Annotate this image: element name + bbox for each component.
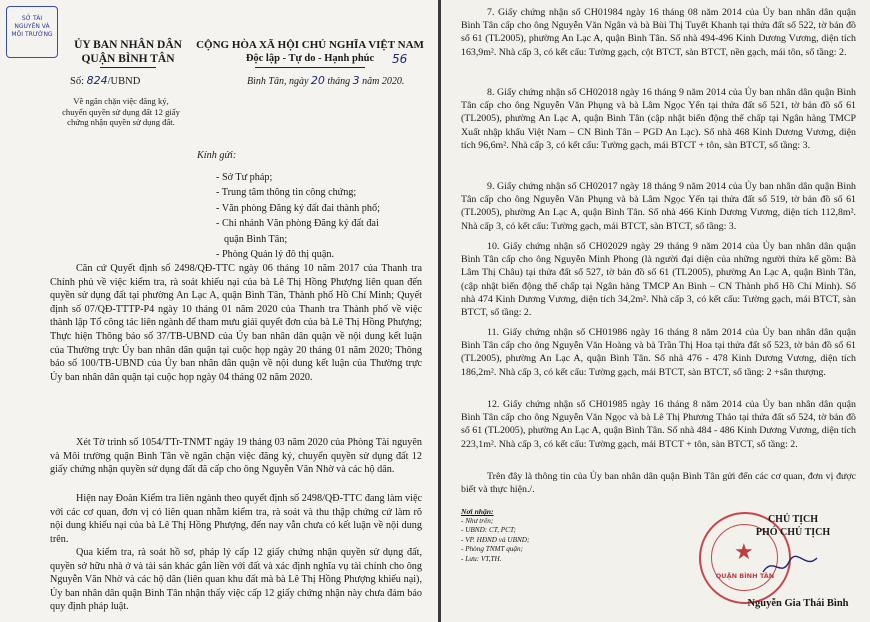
recipient-item: - Văn phòng Đăng ký đất đai thành phố;: [216, 202, 380, 214]
recipient-item: - Phòng Quản lý đô thị quận.: [216, 248, 334, 260]
national-motto: Độc lập - Tự do - Hạnh phúc: [245, 53, 375, 64]
paragraph-submission: Xét Tờ trình số 1054/TTr-TNMT ngày 19 tháng 03 năm 2020 của Phòng Tài nguyên và Môi trường quận Bình Tân về ngăn chặn việc đăng ký, chuyển quyền sử dụng đất 12 giấy chứng nhận quyền sử dụng đất đã cấp cho ông Nguyễn Văn Nhờ và các hộ dân.: [50, 437, 422, 476]
footer-recipient: - Phòng TNMT quận;: [461, 545, 523, 554]
signer-name: Nguyễn Gia Thái Bình: [747, 598, 849, 609]
recipient-item: - Trung tâm thông tin công chứng;: [216, 187, 357, 199]
certificate-item-10: 10. Giấy chứng nhận số CH02029 ngày 29 tháng 9 năm 2014 của Ủy ban nhân dân quận Bình Tân cấp cho ông Nguyễn Minh Phong (là người đại diện của những người thừa kế gồm: Bà Lâm Thị Châu) tại thửa đất số 527, tờ bản đồ số 61 (TL2005), phường An Lạc A, quận Bình Tân, (cập nhật biến động thế chấp tại Ngân hàng TMCP An Bình – CN Thành phố Hồ Chí Minh). Số nhà 474 Kinh Dương Vương, diện tích 34,2m². Nhà cấp 3, có kết cấu: Tường gạch, mái BTCT, sàn BTCT, số tầng: 2.: [461, 241, 856, 319]
seal-star-icon: ★: [734, 540, 754, 565]
agency-line-2: QUẬN BÌNH TÂN: [81, 53, 175, 65]
signature-icon: [759, 552, 829, 580]
recipients-footer: [461, 507, 631, 565]
date-place: Bình Tân, ngày: [247, 76, 309, 87]
doc-no-suffix: /UBND: [107, 76, 141, 87]
agency-line-1: ỦY BAN NHÂN DÂN: [74, 39, 182, 51]
subject-line-3: chứng nhận quyền sử dụng đất.: [67, 117, 175, 127]
paragraph-inspection-status: Hiện nay Đoàn Kiểm tra liên ngành theo quyết định số 2498/QĐ-TTC đang làm việc với các cơ quan, đơn vị có liên quan nhằm kiểm tra, rà soát và thu thập chứng cứ làm rõ nội dung khiếu nại của bà Lê Thị Hồng Phượng, đến nay vẫn chưa có kết luận về nội dung trên.: [50, 493, 422, 545]
agency-name: [48, 38, 208, 66]
republic-title: CỘNG HÒA XÃ HỘI CHỦ NGHĨA VIỆT NAM: [196, 39, 424, 51]
stamp-handwritten-number: 56: [392, 52, 408, 66]
certificate-item-11: 11. Giấy chứng nhận số CH01986 ngày 16 tháng 8 năm 2014 của Ủy ban nhân dân quận Bình Tân cấp cho ông Nguyễn Văn Hoàng và bà Trần Thị Hoa tại thửa đất số 523, tờ bản đồ số 61 (TL2005), phường An Lạc A, quận Bình Tân. Số nhà 476 - 478 Kinh Dương Vương, diện tích 186,2m². Nhà cấp 3, có kết cấu: Tường gạch, mái BTCT, sàn BTCT, số tầng: 2 +sân thượng.: [461, 327, 856, 378]
signature-block: [723, 514, 863, 539]
recipient-item: - Sở Tư pháp;: [216, 172, 273, 183]
certificate-item-8: 8. Giấy chứng nhận số CH02018 ngày 16 tháng 9 năm 2014 của Ủy ban nhân dân quận Bình Tân cấp cho ông Nguyễn Văn Phụng và bà Lâm Ngọc Yến tại thửa đất số 521, tờ bản đồ số 61 (TL2005), phường An Lạc A, quận Bình Tân (cập nhật biến động thế chấp tại Ngân hàng TMCP Xuất nhập khẩu Việt Nam – CN Bình Tân – PGD An Lạc). Số nhà 468 Kinh Dương Vương, diện tích 96,6m². Nhà cấp 3, có kết cấu: Tường gạch, mái BTCT + tôn, sàn BTCT, số tầng: 3.: [461, 87, 856, 151]
agency-rule: [100, 67, 156, 68]
recipient-item: quận Bình Tân;: [224, 233, 288, 245]
seal-text: QUẬN BÌNH TÂN: [715, 572, 775, 580]
paragraph-review-result: Qua kiểm tra, rà soát hồ sơ, pháp lý cấp 12 giấy chứng nhận quyền sử dụng đất, quyền sở hữu nhà ở và tài sản khác gắn liền với đất và xác định nghĩa vụ tài chính cho ông Nguyễn Văn Nhờ và các hộ dân (liên quan khu đất mà bà Lê Thị Hồng Phượng khiếu nại), Ủy ban nhân dân quận Bình Tân nhận thấy việc cấp 12 giấy chứng nhận này chưa đảm bảo quy định pháp luật.: [50, 547, 422, 613]
date-month-label: tháng: [327, 76, 351, 87]
kinh-gui-label: Kính gửi:: [197, 150, 237, 161]
subject-block: [46, 96, 196, 128]
doc-no-handwritten: 824: [86, 74, 108, 87]
date-day: 20: [310, 74, 325, 87]
certificate-item-7: 7. Giấy chứng nhận số CH01984 ngày 16 tháng 08 năm 2014 của Ủy ban nhân dân quận Bình Tân cấp cho ông Nguyễn Văn Ngân và bà Bùi Thị Tuyết Khanh tại thửa đất số 522, tờ bản đồ số 61 (TL2005), phường An Lạc A, quận Bình Tân. Số nhà 494-496 Kinh Dương Vương, diện tích 163,9m². Nhà cấp 3, có kết cấu: Tường gạch, cột BTCT, sàn BTCT, nền gạch, mái tôn, số tầng: 2.: [461, 7, 856, 58]
noi-nhan-label: Nơi nhận:: [461, 507, 494, 516]
footer-recipient: - Như trên;: [461, 516, 494, 525]
certificate-item-12: 12. Giấy chứng nhận số CH01985 ngày 16 tháng 8 năm 2014 của Ủy ban nhân dân quận Bình Tân cấp cho ông Nguyễn Văn Ngọc và bà Lê Thị Phương Thảo tại thửa đất số 524, tờ bản đồ số 61 (TL2005), phường An Lạc A, quận Bình Tân. Số nhà 484 - 486 Kinh Dương Vương, diện tích 223,1m². Nhà cấp 3, có kết cấu: Tường gạch, mái BTCT + tôn, sàn BTCT, số tầng: 2.: [461, 399, 856, 450]
sign-title-chairman: CHỦ TỊCH: [767, 514, 819, 525]
recipient-item: - Chi nhánh Văn phòng Đăng ký đất đai: [216, 218, 379, 230]
closing-paragraph: Trên đây là thông tin của Ủy ban nhân dân quận Bình Tân gửi đến các cơ quan, đơn vị được biết và thực hiện./.: [461, 471, 856, 496]
subject-line-2: chuyển quyền sử dụng đất 12 giấy: [62, 106, 180, 117]
doc-no-prefix: Số:: [70, 76, 85, 87]
sign-title-vice-chairman: PHÓ CHỦ TỊCH: [755, 526, 831, 538]
date-month: 3: [352, 74, 360, 87]
document-page-right: [441, 0, 870, 622]
certificate-item-9: 9. Giấy chứng nhận số CH02017 ngày 18 tháng 9 năm 2014 của Ủy ban nhân dân quận Bình Tân cấp cho ông Nguyễn Văn Phụng và bà Lâm Ngọc Yến tại thửa đất số 519, tờ bản đồ số 61 (TL2005), phường An Lạc A, quận Bình Tân. Số nhà 466 Kinh Dương Vương, diện tích 112,8m². Nhà cấp 3, có kết cấu: Tường gạch, mái BTCT, sàn BTCT, số tầng: 3.: [461, 181, 856, 232]
received-stamp-text: SỞ TÀI NGUYÊN VÀ MÔI TRƯỜNG: [11, 15, 53, 38]
motto-rule: [255, 67, 365, 68]
footer-recipient: - Lưu: VT,TH.: [461, 554, 502, 563]
date-line: [247, 74, 404, 87]
date-year: năm 2020.: [362, 76, 405, 87]
footer-recipient: - UBND: CT, PCT;: [461, 526, 516, 535]
footer-recipient: - VP. HĐND và UBND;: [461, 535, 530, 544]
recipients-list: [216, 172, 434, 264]
subject-line-1: Về ngăn chặn việc đăng ký,: [73, 96, 169, 106]
paragraph-legal-basis: Căn cứ Quyết định số 2498/QĐ-TTC ngày 06 tháng 10 năm 2017 của Thanh tra Chính phủ về việc kiểm tra, rà soát khiếu nại của bà Lê Thị Hồng Phượng liên quan đến quyền sử dụng đất tại phường An Lạc A, quận Bình Tân, Thành phố Hồ Chí Minh; Quyết định số 07/QĐ-TTTP-P4 ngày 10 tháng 01 năm 2020 của Thanh tra Thành phố về việc thành lập Tổ công tác liên ngành để tham mưu giải quyết đơn của bà Lê Thị Hồng Phượng; Thực hiện Thông báo số 37/TB-UBND của Ủy ban nhân dân quận về nội dung kết luận của Thường trực Ủy ban nhân dân quận tại cuộc họp ngày 20 tháng 01 năm 2020; Thông báo số 100/TB-UBND của Ủy ban nhân dân quận về nội dung kết luận của Thường trực Ủy ban nhân dân quận tại cuộc họp ngày 04 tháng 02 năm 2020.: [50, 263, 422, 383]
handwritten-signature: [759, 552, 829, 580]
document-number: [70, 74, 140, 87]
